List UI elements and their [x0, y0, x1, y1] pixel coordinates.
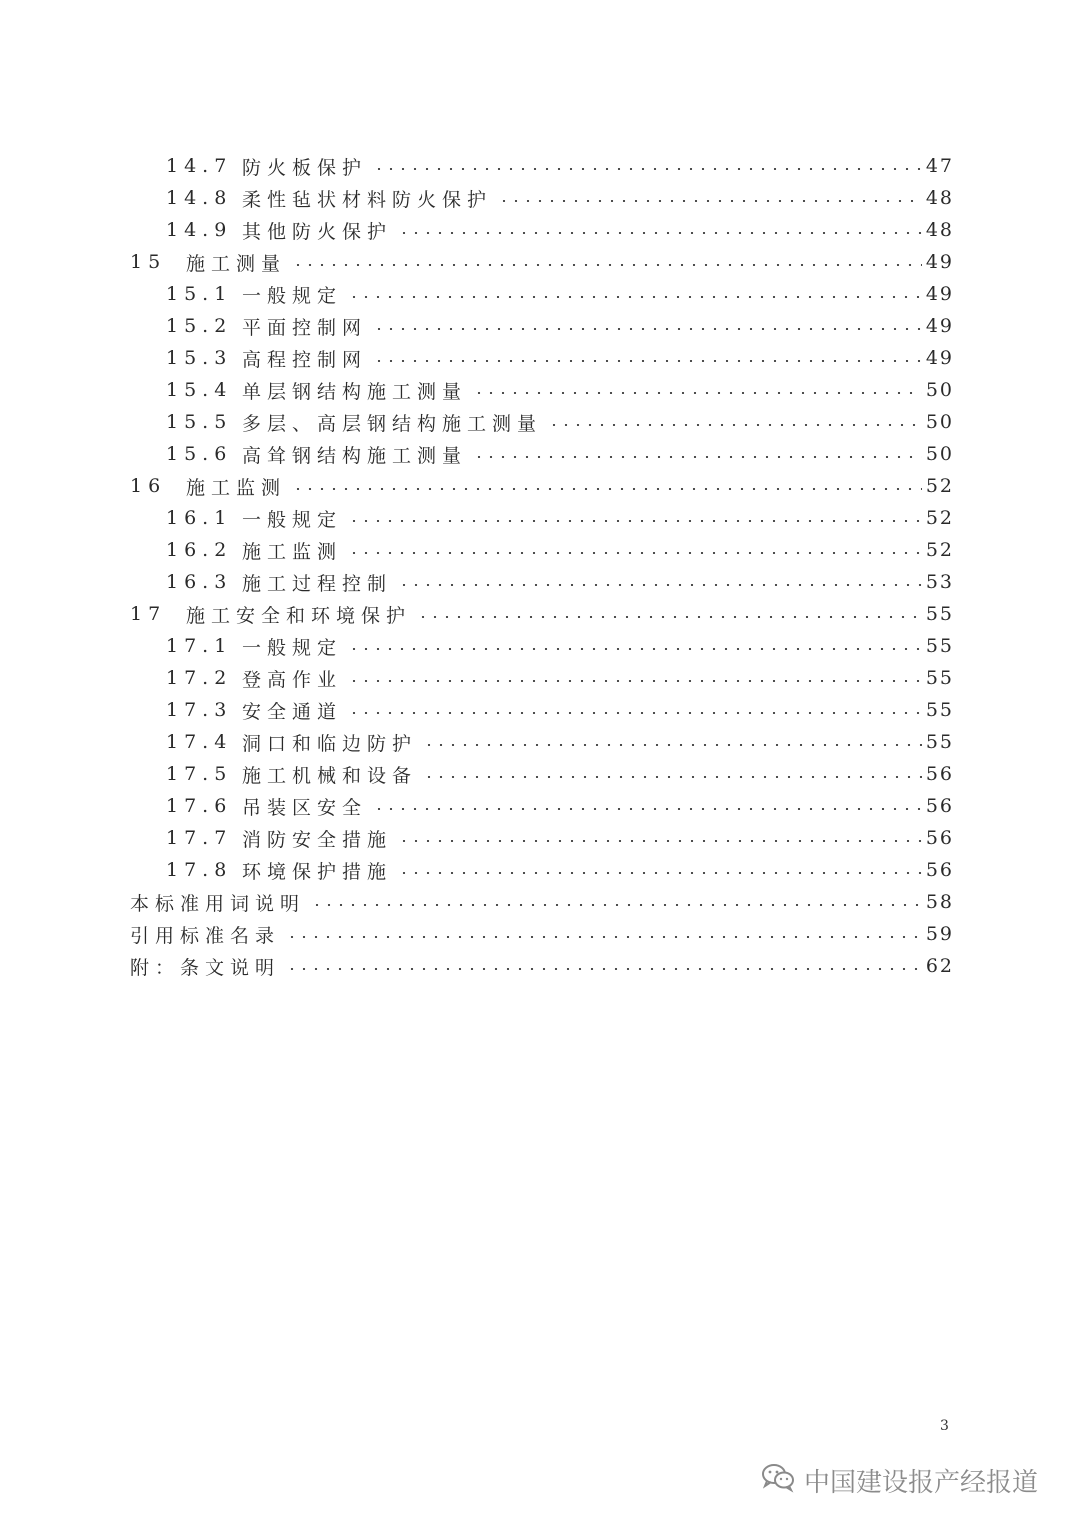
- toc-entry-title: 洞口和临边防护: [242, 732, 418, 755]
- dot-leader: [417, 616, 922, 618]
- toc-entry-title: 一般规定: [242, 508, 343, 531]
- toc-entry-page: 50: [925, 411, 954, 433]
- dot-leader: [292, 488, 922, 490]
- toc-entry-page: 55: [925, 699, 954, 721]
- toc-entry-number: 15.1: [166, 283, 233, 305]
- toc-entry-number: 15.2: [166, 315, 233, 337]
- toc-entry: [130, 662, 954, 694]
- toc-entry-title: 附：条文说明: [130, 956, 281, 979]
- toc-entry-page: 48: [925, 219, 954, 241]
- dot-leader: [286, 968, 922, 970]
- dot-leader: [398, 584, 922, 586]
- toc-entry-title: 防火板保护: [242, 156, 368, 179]
- toc-entry-number: 16.3: [166, 571, 233, 593]
- toc-entry-title: 一般规定: [242, 284, 343, 307]
- toc-entry-title: 一般规定: [242, 636, 343, 659]
- toc-entry: [130, 406, 954, 438]
- dot-leader: [398, 840, 922, 842]
- dot-leader: [473, 456, 922, 458]
- toc-entry-title: 环境保护措施: [242, 860, 393, 883]
- toc-entry-number: 15.5: [166, 411, 233, 433]
- dot-leader: [398, 232, 922, 234]
- toc-entry: [130, 214, 954, 246]
- toc-entry: [130, 470, 954, 502]
- toc-entry-page: 52: [925, 475, 954, 497]
- toc-entry-number: 16.1: [166, 507, 233, 529]
- toc-entry-number: 17.7: [166, 827, 233, 849]
- toc-entry-title: 施工安全和环境保护: [186, 604, 412, 627]
- toc-entry-title: 其他防火保护: [242, 220, 393, 243]
- toc-entry-page: 56: [925, 763, 954, 785]
- toc-entry-page: 49: [925, 251, 954, 273]
- toc-entry-title: 安全通道: [242, 700, 343, 723]
- toc-entry-page: 59: [925, 923, 954, 945]
- toc-entry: [130, 566, 954, 598]
- toc-entry-title: 消防安全措施: [242, 828, 393, 851]
- dot-leader: [398, 872, 922, 874]
- toc-entry-page: 49: [925, 315, 954, 337]
- toc-entry: [130, 438, 954, 470]
- toc-entry-number: 17.2: [166, 667, 233, 689]
- toc-entry: [130, 278, 954, 310]
- wechat-icon: [760, 1461, 796, 1500]
- toc-entry-page: 56: [925, 859, 954, 881]
- toc-entry-page: 55: [925, 667, 954, 689]
- toc-entry-number: 15: [130, 251, 167, 273]
- toc-entry-page: 52: [925, 507, 954, 529]
- dot-leader: [498, 200, 922, 202]
- dot-leader: [348, 680, 922, 682]
- toc-entry: [130, 310, 954, 342]
- toc-entry-title: 施工监测: [186, 476, 287, 499]
- toc-entry: [130, 182, 954, 214]
- toc-entry-title: 登高作业: [242, 668, 343, 691]
- dot-leader: [348, 520, 922, 522]
- toc-entry-page: 50: [925, 443, 954, 465]
- toc-entry: [130, 822, 954, 854]
- toc-entry-page: 50: [925, 379, 954, 401]
- toc-entry-page: 55: [925, 731, 954, 753]
- toc-entry-page: 56: [925, 795, 954, 817]
- toc-entry-page: 53: [925, 571, 954, 593]
- toc-entry-number: 15.4: [166, 379, 233, 401]
- toc-entry-page: 56: [925, 827, 954, 849]
- table-of-contents: [130, 150, 954, 982]
- toc-entry-page: 58: [925, 891, 954, 913]
- dot-leader: [311, 904, 922, 906]
- toc-entry-number: 17.4: [166, 731, 233, 753]
- toc-entry-number: 17.1: [166, 635, 233, 657]
- dot-leader: [286, 936, 922, 938]
- toc-entry: [130, 854, 954, 886]
- toc-entry-number: 17.8: [166, 859, 233, 881]
- toc-entry-number: 15.3: [166, 347, 233, 369]
- toc-entry: [130, 886, 954, 918]
- toc-entry-number: 17.6: [166, 795, 233, 817]
- dot-leader: [373, 808, 922, 810]
- toc-entry-page: 47: [925, 155, 954, 177]
- dot-leader: [423, 776, 922, 778]
- toc-entry-page: 49: [925, 283, 954, 305]
- toc-entry-number: 17.5: [166, 763, 233, 785]
- toc-entry: [130, 598, 954, 630]
- dot-leader: [373, 328, 922, 330]
- toc-entry-number: 15.6: [166, 443, 233, 465]
- toc-entry: [130, 150, 954, 182]
- toc-entry: [130, 758, 954, 790]
- page-number: 3: [940, 1418, 949, 1434]
- toc-entry: [130, 950, 954, 982]
- toc-entry: [130, 342, 954, 374]
- toc-entry-title: 施工测量: [186, 252, 287, 275]
- toc-entry-title: 施工机械和设备: [242, 764, 418, 787]
- dot-leader: [348, 296, 922, 298]
- toc-entry-title: 高程控制网: [242, 348, 368, 371]
- toc-entry-title: 吊装区安全: [242, 796, 368, 819]
- toc-entry: [130, 534, 954, 566]
- dot-leader: [473, 392, 922, 394]
- dot-leader: [348, 648, 922, 650]
- toc-entry-number: 16: [130, 475, 167, 497]
- toc-entry-page: 49: [925, 347, 954, 369]
- toc-entry-title: 平面控制网: [242, 316, 368, 339]
- dot-leader: [373, 168, 922, 170]
- toc-entry: [130, 694, 954, 726]
- dot-leader: [548, 424, 922, 426]
- dot-leader: [292, 264, 922, 266]
- toc-entry-number: 14.8: [166, 187, 233, 209]
- toc-entry: [130, 374, 954, 406]
- toc-entry-number: 14.9: [166, 219, 233, 241]
- toc-entry-number: 17: [130, 603, 167, 625]
- watermark-text: 中国建设报产经报道: [804, 1467, 1039, 1498]
- dot-leader: [348, 552, 922, 554]
- toc-entry-title: 引用标准名录: [130, 924, 281, 947]
- toc-entry-page: 62: [925, 955, 954, 977]
- dot-leader: [373, 360, 922, 362]
- toc-entry: [130, 246, 954, 278]
- toc-entry-number: 14.7: [166, 155, 233, 177]
- toc-entry: [130, 726, 954, 758]
- toc-entry-title: 本标准用词说明: [130, 892, 306, 915]
- toc-entry-page: 55: [925, 635, 954, 657]
- toc-entry-title: 单层钢结构施工测量: [242, 380, 468, 403]
- dot-leader: [348, 712, 922, 714]
- dot-leader: [423, 744, 922, 746]
- toc-entry-title: 高耸钢结构施工测量: [242, 444, 468, 467]
- toc-entry-title: 施工过程控制: [242, 572, 393, 595]
- toc-entry-page: 52: [925, 539, 954, 561]
- toc-entry-title: 施工监测: [242, 540, 343, 563]
- toc-entry: [130, 790, 954, 822]
- toc-entry: [130, 502, 954, 534]
- toc-entry-number: 17.3: [166, 699, 233, 721]
- watermark: [760, 1460, 1038, 1500]
- toc-entry-page: 48: [925, 187, 954, 209]
- toc-entry-number: 16.2: [166, 539, 233, 561]
- toc-entry-title: 柔性毡状材料防火保护: [242, 188, 493, 211]
- toc-entry: [130, 918, 954, 950]
- toc-entry-page: 55: [925, 603, 954, 625]
- toc-entry-title: 多层、高层钢结构施工测量: [242, 412, 543, 435]
- toc-entry: [130, 630, 954, 662]
